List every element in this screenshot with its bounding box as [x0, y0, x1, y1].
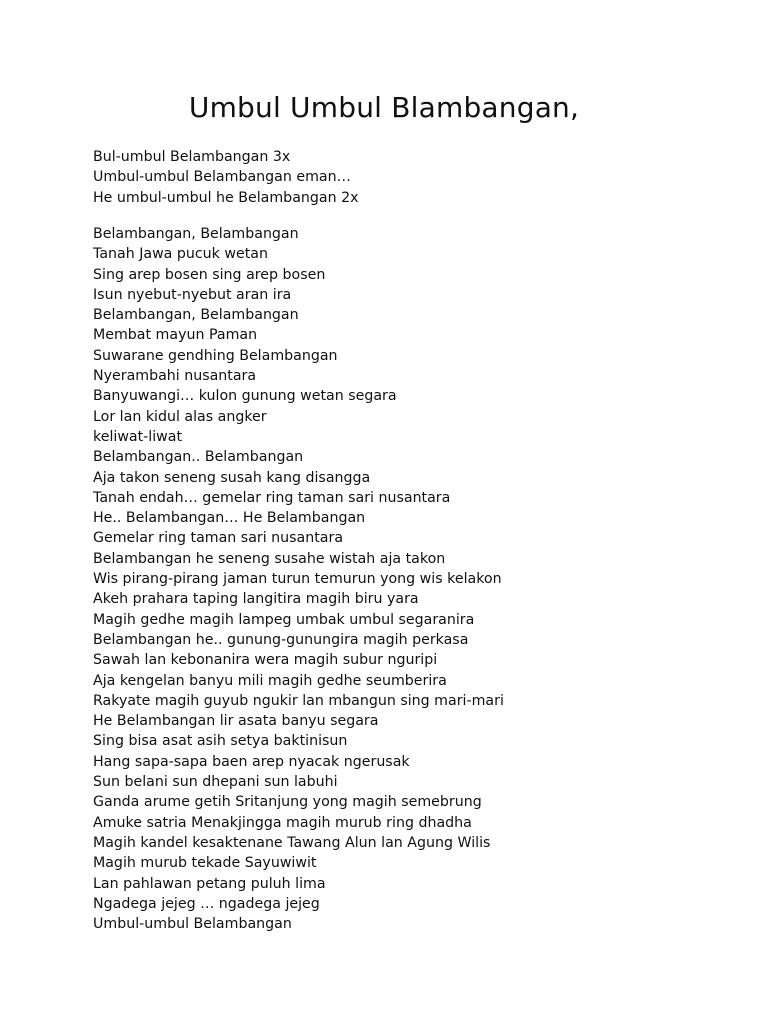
lyric-line: Sing arep bosen sing arep bosen — [93, 266, 326, 283]
lyric-line: Umbul-umbul Belambangan eman… — [93, 169, 351, 186]
lyric-line: Belambangan, Belambangan — [93, 226, 299, 242]
lyric-line: keliwat-liwat — [93, 428, 183, 445]
intro-stanza — [93, 147, 359, 208]
lyric-line: Sawah lan kebonanira wera magih subur nguripi — [93, 652, 438, 669]
lyric-line: Belambangan he seneng susahe wistah aja takon — [93, 550, 446, 567]
lyric-line: He umbul-umbul he Belambangan 2x — [93, 189, 359, 206]
lyric-line: Membat mayun Paman — [93, 327, 258, 344]
lyric-line: Sun belani sun dhepani sun labuhi — [93, 774, 338, 791]
lyric-line: He.. Belambangan… He Belambangan — [93, 510, 366, 527]
lyric-line: Isun nyebut-nyebut aran ira — [93, 286, 292, 303]
lyric-line: Ngadega jejeg … ngadega jejeg — [93, 895, 320, 912]
lyric-line: Rakyate magih guyub ngukir lan mbangun sing mari-mari — [93, 692, 504, 709]
lyric-line: He Belambangan lir asata banyu segara — [93, 713, 379, 730]
lyric-line: Magih kandel kesaktenane Tawang Alun lan Agung Wilis — [93, 834, 491, 851]
lyric-line: Nyerambahi nusantara — [93, 368, 257, 385]
song-title: Umbul Umbul Blambangan, — [188, 91, 580, 124]
lyric-line: Lor lan kidul alas angker — [93, 408, 267, 425]
lyric-line: Aja takon seneng susah kang disangga — [93, 469, 371, 486]
lyric-line: Sing bisa asat asih setya baktinisun — [93, 733, 348, 750]
lyric-line: Magih murub tekade Sayuwiwit — [93, 855, 317, 872]
lyric-line: Lan pahlawan petang puluh lima — [93, 875, 326, 892]
lyric-line: Gemelar ring taman sari nusantara — [93, 530, 344, 547]
verse-stanza — [93, 224, 504, 934]
lyric-line: Magih gedhe magih lampeg umbak umbul segaranira — [93, 611, 475, 628]
lyric-line: Tanah Jawa pucuk wetan — [93, 246, 268, 263]
lyric-line: Aja kengelan banyu mili magih gedhe seumberira — [93, 672, 447, 689]
lyric-line: Belambangan he.. gunung-gunungira magih perkasa — [93, 631, 469, 648]
lyric-line: Amuke satria Menakjingga magih murub ring dhadha — [93, 814, 472, 831]
lyric-line: Akeh prahara taping langitira magih biru yara — [93, 591, 419, 608]
lyric-line: Tanah endah… gemelar ring taman sari nusantara — [93, 489, 451, 506]
lyric-line: Hang sapa-sapa baen arep nyacak ngerusak — [93, 753, 410, 770]
lyric-line: Ganda arume getih Sritanjung yong magih semebrung — [93, 794, 482, 811]
lyric-line: Belambangan, Belambangan — [93, 307, 299, 324]
lyric-line: Belambangan.. Belambangan — [93, 449, 304, 466]
lyric-line: Suwarane gendhing Belambangan — [93, 347, 338, 364]
lyric-line: Banyuwangi… kulon gunung wetan segara — [93, 388, 397, 405]
lyric-line: Wis pirang-pirang jaman turun temurun yong wis kelakon — [93, 571, 502, 588]
lyric-line: Bul-umbul Belambangan 3x — [93, 149, 291, 165]
lyric-line: Umbul-umbul Belambangan — [93, 916, 292, 933]
